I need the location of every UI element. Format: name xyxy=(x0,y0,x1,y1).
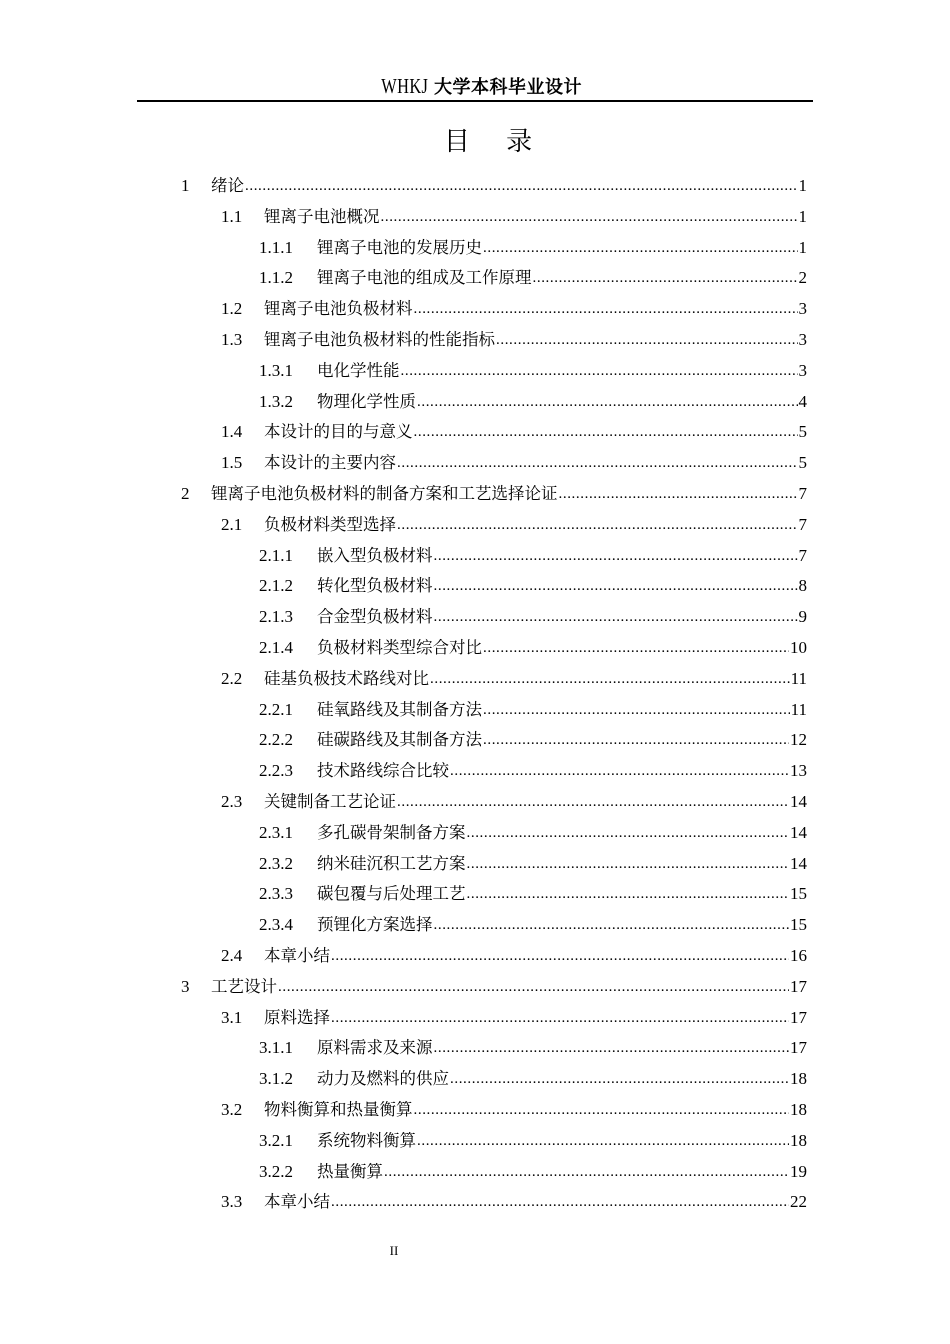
toc-entry-title: 电化学性能 xyxy=(317,360,400,380)
toc-entry-page: 3 xyxy=(798,299,807,319)
toc-entry-page: 14 xyxy=(790,853,807,873)
toc-entry-page: 19 xyxy=(790,1161,807,1181)
toc-entry-page: 7 xyxy=(798,484,807,503)
toc-entry-title: 负极材料类型选择 xyxy=(264,514,396,534)
dot-leader xyxy=(450,1063,789,1094)
page-title: 目 录 xyxy=(443,127,547,157)
dot-leader xyxy=(483,232,798,263)
toc-entry-title: 本设计的目的与意义 xyxy=(264,422,413,442)
toc-entry-page: 1 xyxy=(798,237,807,257)
toc-entry-page: 18 xyxy=(790,1069,807,1089)
toc-entry-number: 1.1 xyxy=(221,206,243,226)
toc-entry-page: 15 xyxy=(790,915,807,935)
toc-entry-page: 18 xyxy=(790,1100,807,1119)
toc-entry-page: 7 xyxy=(798,514,807,534)
toc-entry-number: 2.1.1 xyxy=(259,545,293,565)
toc-entry-number: 1.2 xyxy=(221,299,243,319)
toc-entry-number: 2.3.4 xyxy=(259,915,293,935)
dot-leader xyxy=(430,663,790,694)
dot-leader xyxy=(401,355,798,386)
toc-entry-page: 17 xyxy=(790,976,807,996)
toc-entry[interactable] xyxy=(259,848,807,879)
dot-leader xyxy=(450,755,789,786)
toc-entry-number: 2.3.1 xyxy=(259,822,293,842)
toc-entry-page: 4 xyxy=(798,391,807,411)
dot-leader xyxy=(331,940,789,971)
toc-entry-number: 1.3.2 xyxy=(259,391,293,411)
page-header xyxy=(137,72,813,100)
toc-entry-number: 1.3.1 xyxy=(259,360,293,380)
dot-leader xyxy=(417,1125,789,1156)
header-title: 大学本科毕业设计 xyxy=(434,77,583,98)
toc-entry-title: 碳包覆与后处理工艺 xyxy=(317,884,466,904)
toc-entry-title: 工艺设计 xyxy=(211,976,277,996)
toc-entry[interactable] xyxy=(181,478,807,509)
toc-entry-page: 16 xyxy=(790,946,807,965)
toc-entry-title: 动力及燃料的供应 xyxy=(317,1069,449,1089)
toc-entry-number: 2.2.1 xyxy=(259,699,293,719)
toc-entry[interactable] xyxy=(221,447,807,478)
toc-entry-number: 2 xyxy=(181,484,190,503)
toc-entry-title: 预锂化方案选择 xyxy=(317,915,433,935)
toc-entry-number: 2.2.2 xyxy=(259,730,293,750)
dot-leader xyxy=(467,878,790,909)
toc-entry-title: 热量衡算 xyxy=(317,1161,383,1181)
toc-entry-page: 18 xyxy=(790,1130,807,1150)
toc-entry[interactable] xyxy=(259,540,807,571)
toc-entry[interactable] xyxy=(221,1002,807,1033)
toc-entry-number: 1 xyxy=(181,176,190,195)
dot-leader xyxy=(414,293,798,324)
toc-entry-number: 3 xyxy=(181,976,190,996)
toc-entry-title: 硅基负极技术路线对比 xyxy=(264,668,429,688)
toc-entry[interactable] xyxy=(221,1186,807,1217)
toc-entry-number: 2.1 xyxy=(221,514,243,534)
toc-entry-page: 15 xyxy=(790,884,807,904)
toc-entry[interactable] xyxy=(221,416,807,447)
toc-entry[interactable] xyxy=(221,786,807,817)
dot-leader xyxy=(533,262,798,293)
toc-entry-number: 2.2 xyxy=(221,668,243,688)
toc-entry-number: 1.5 xyxy=(221,453,243,473)
dot-leader xyxy=(483,724,789,755)
toc-entry-number: 2.1.2 xyxy=(259,576,293,596)
toc-entry[interactable] xyxy=(259,570,807,601)
toc-entry[interactable] xyxy=(259,386,807,417)
toc-entry-title: 锂离子电池负极材料的制备方案和工艺选择论证 xyxy=(211,484,558,503)
toc-entry-title: 硅碳路线及其制备方法 xyxy=(317,730,482,750)
toc-entry-page: 17 xyxy=(790,1038,807,1058)
toc-entry[interactable] xyxy=(259,1156,807,1187)
toc-entry-title: 本章小结 xyxy=(264,1192,330,1212)
toc-entry-title: 锂离子电池的发展历史 xyxy=(317,237,482,257)
toc-entry[interactable] xyxy=(259,755,807,786)
toc-entry-title: 负极材料类型综合对比 xyxy=(317,638,482,657)
header-rule xyxy=(137,100,813,102)
toc-entry-number: 3.2.2 xyxy=(259,1161,293,1181)
toc-entry-title: 关键制备工艺论证 xyxy=(264,792,396,811)
toc-entry[interactable] xyxy=(181,971,807,1002)
toc-entry[interactable] xyxy=(221,201,807,232)
toc-entry-number: 2.4 xyxy=(221,946,243,965)
toc-entry-page: 12 xyxy=(790,730,807,750)
toc-entry-page: 3 xyxy=(798,360,807,380)
toc-entry-title: 锂离子电池负极材料 xyxy=(264,299,413,319)
toc-entry[interactable] xyxy=(221,509,807,540)
toc-entry[interactable] xyxy=(259,632,807,663)
dot-leader xyxy=(434,909,790,940)
toc-entry[interactable] xyxy=(259,355,807,386)
toc-entry-title: 锂离子电池的组成及工作原理 xyxy=(317,268,532,288)
toc-entry-number: 2.3.2 xyxy=(259,853,293,873)
dot-leader xyxy=(397,447,798,478)
toc-entry-number: 2.1.4 xyxy=(259,638,293,657)
header-latin: WHKJ xyxy=(381,74,429,98)
toc-entry-page: 5 xyxy=(798,453,807,473)
toc-entry-page: 7 xyxy=(798,545,807,565)
toc-entry-page: 3 xyxy=(798,330,807,349)
dot-leader xyxy=(483,632,789,663)
toc-entry[interactable] xyxy=(259,601,807,632)
toc-entry-number: 3.1.2 xyxy=(259,1069,293,1089)
toc-entry[interactable] xyxy=(221,663,807,694)
toc-entry-page: 9 xyxy=(798,607,807,627)
toc-entry[interactable] xyxy=(181,170,807,201)
toc-entry[interactable] xyxy=(259,232,807,263)
toc-entry-title: 锂离子电池概况 xyxy=(264,206,380,226)
toc-entry-page: 5 xyxy=(798,422,807,442)
toc-entry[interactable] xyxy=(221,940,807,971)
toc-entry-title: 系统物料衡算 xyxy=(317,1130,416,1150)
dot-leader xyxy=(381,201,798,232)
dot-leader xyxy=(483,694,790,725)
dot-leader xyxy=(245,170,798,201)
dot-leader xyxy=(331,1186,789,1217)
dot-leader xyxy=(414,416,798,447)
toc-entry-page: 14 xyxy=(790,822,807,842)
toc-entry-title: 锂离子电池负极材料的性能指标 xyxy=(264,330,495,349)
toc-entry-title: 绪论 xyxy=(211,176,244,195)
toc-entry-page: 8 xyxy=(798,576,807,596)
toc-entry-page: 22 xyxy=(790,1192,807,1212)
dot-leader xyxy=(434,601,798,632)
toc-entry-title: 技术路线综合比较 xyxy=(317,761,449,781)
dot-leader xyxy=(331,1002,789,1033)
toc-entry-title: 本设计的主要内容 xyxy=(264,453,396,473)
dot-leader xyxy=(384,1156,789,1187)
dot-leader xyxy=(278,971,789,1002)
toc-entry-page: 13 xyxy=(790,761,807,781)
toc-entry-number: 1.3 xyxy=(221,330,243,349)
toc-entry-title: 原料需求及来源 xyxy=(317,1038,433,1058)
toc-entry-number: 2.3.3 xyxy=(259,884,293,904)
toc-entry[interactable] xyxy=(221,324,807,355)
page-number: II xyxy=(389,1243,399,1258)
toc-entry-title: 物料衡算和热量衡算 xyxy=(264,1100,413,1119)
toc-entry[interactable] xyxy=(259,724,807,755)
toc-entry[interactable] xyxy=(259,262,807,293)
toc-entry[interactable] xyxy=(259,1063,807,1094)
toc-entry-page: 11 xyxy=(790,668,807,688)
dot-leader xyxy=(434,570,798,601)
toc-entry-number: 3.2.1 xyxy=(259,1130,293,1150)
toc-entry-title: 原料选择 xyxy=(264,1007,330,1027)
toc-entry-page: 2 xyxy=(798,268,807,288)
toc-entry-number: 3.1 xyxy=(221,1007,243,1027)
dot-leader xyxy=(414,1094,790,1125)
dot-leader xyxy=(417,386,798,417)
toc-entry[interactable] xyxy=(259,1032,807,1063)
toc-entry-title: 合金型负极材料 xyxy=(317,607,433,627)
dot-leader xyxy=(434,1032,790,1063)
toc-entry-number: 1.1.2 xyxy=(259,268,293,288)
toc-entry[interactable] xyxy=(221,293,807,324)
toc-entry-title: 硅氧路线及其制备方法 xyxy=(317,699,482,719)
toc-entry-number: 2.3 xyxy=(221,792,243,811)
toc-entry-number: 3.1.1 xyxy=(259,1038,293,1058)
dot-leader xyxy=(467,848,790,879)
toc-entry[interactable] xyxy=(259,817,807,848)
toc-entry[interactable] xyxy=(259,1125,807,1156)
dot-leader xyxy=(559,478,798,509)
toc-entry-page: 1 xyxy=(798,206,807,226)
dot-leader xyxy=(434,540,798,571)
toc-entry-number: 3.3 xyxy=(221,1192,243,1212)
toc-entry-title: 多孔碳骨架制备方案 xyxy=(317,822,466,842)
dot-leader xyxy=(397,509,798,540)
toc-entry-title: 嵌入型负极材料 xyxy=(317,545,433,565)
toc-entry-title: 纳米硅沉积工艺方案 xyxy=(317,853,466,873)
toc-entry-number: 1.1.1 xyxy=(259,237,293,257)
toc-entry-number: 3.2 xyxy=(221,1100,243,1119)
dot-leader xyxy=(397,786,789,817)
toc-entry-page: 14 xyxy=(790,792,807,811)
toc-entry-page: 11 xyxy=(790,699,807,719)
toc-entry[interactable] xyxy=(221,1094,807,1125)
toc-entry[interactable] xyxy=(259,878,807,909)
toc-entry-number: 2.2.3 xyxy=(259,761,293,781)
toc-entry-title: 转化型负极材料 xyxy=(317,576,433,596)
toc-entry-page: 17 xyxy=(790,1007,807,1027)
toc-entry-page: 1 xyxy=(798,176,807,195)
toc-entry-title: 物理化学性质 xyxy=(317,391,416,411)
toc-entry[interactable] xyxy=(259,909,807,940)
toc-entry-number: 2.1.3 xyxy=(259,607,293,627)
toc-entry-page: 10 xyxy=(790,638,807,657)
dot-leader xyxy=(467,817,790,848)
toc-entry[interactable] xyxy=(259,694,807,725)
dot-leader xyxy=(496,324,798,355)
toc-entry-number: 1.4 xyxy=(221,422,243,442)
toc-entry-title: 本章小结 xyxy=(264,946,330,965)
